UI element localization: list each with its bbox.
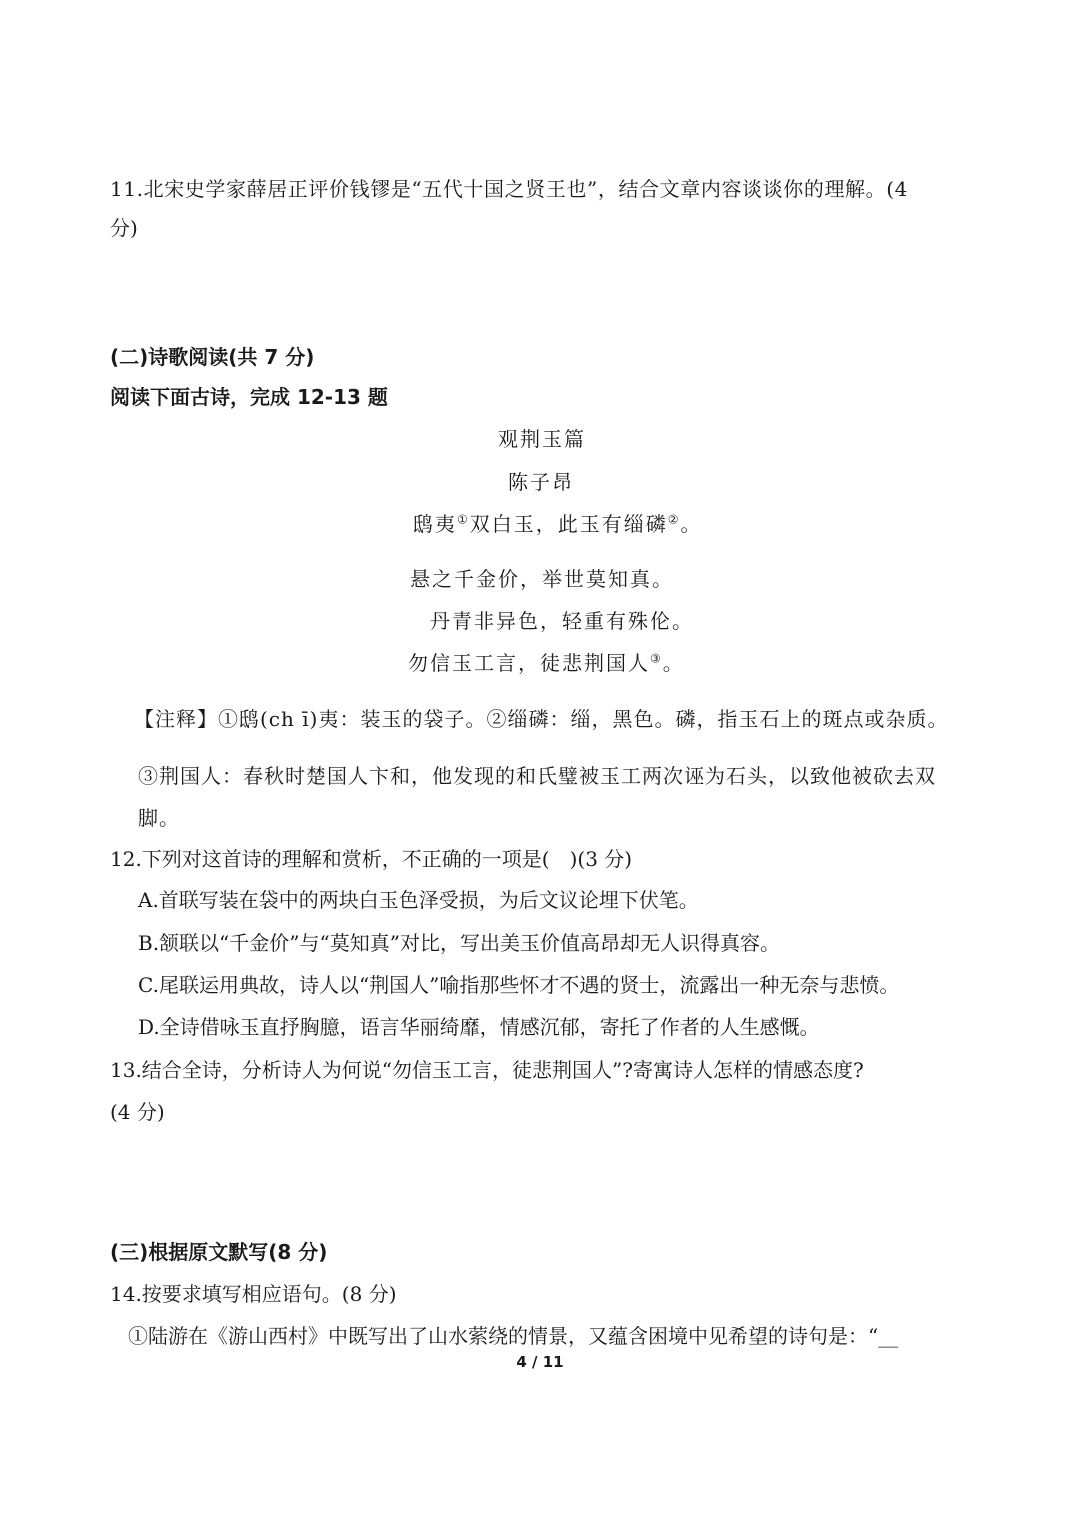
section-2-title: (二)诗歌阅读(共 7 分) — [110, 345, 315, 369]
poem-line-1-part-c: 。 — [680, 512, 703, 536]
question-11-line-2: 分) — [110, 216, 138, 240]
page-number: 4 / 11 — [516, 1353, 564, 1371]
poem-line-1-part-a: 鸱夷 — [413, 512, 457, 536]
annotation-line-3: 脚。 — [138, 806, 180, 830]
footnote-marker-1: ① — [457, 512, 470, 527]
question-12-option-c: C.尾联运用典故，诗人以“荆国人”喻指那些怀才不遇的贤士，流露出一种无奈与悲愤。 — [138, 973, 900, 997]
footnote-marker-2: ② — [667, 512, 681, 527]
poem-line-2: 悬之千金价，举世莫知真。 — [410, 567, 674, 591]
question-11-line-1: 11.北宋史学家薛居正评价钱镠是“五代十国之贤王也”，结合文章内容谈谈你的理解。(4 — [110, 177, 908, 201]
poem-line-4-part-a: 勿信玉工言，徒悲荆国人 — [408, 651, 650, 675]
question-12-option-a: A.首联写装在袋中的两块白玉色泽受损，为后文议论埋下伏笔。 — [138, 888, 699, 912]
question-14-item-1: ①陆游在《游山西村》中既写出了山水萦绕的情景，又蕴含困境中见希望的诗句是：“__ — [128, 1324, 899, 1348]
poem-line-1 — [413, 510, 703, 538]
poem-title: 观荆玉篇 — [498, 427, 586, 451]
poem-line-4-part-b: 。 — [662, 651, 685, 675]
question-12-option-d: D.全诗借咏玉直抒胸臆，语言华丽绮靡，情感沉郁，寄托了作者的人生感慨。 — [138, 1015, 820, 1039]
question-14-stem: 14.按要求填写相应语句。(8 分) — [110, 1282, 397, 1306]
question-13-line-1: 13.结合全诗，分析诗人为何说“勿信玉工言，徒悲荆国人”?寄寓诗人怎样的情感态度? — [110, 1058, 864, 1082]
question-13-line-2: (4 分) — [110, 1100, 165, 1124]
question-12-option-b: B.颔联以“千金价”与“莫知真”对比，写出美玉价值高昂却无人识得真容。 — [138, 931, 780, 955]
section-2-instruction: 阅读下面古诗，完成 12-13 题 — [110, 385, 388, 409]
poem-author: 陈子昂 — [508, 470, 574, 494]
annotation-line-1: 【注释】①鸱(ch ī)夷：装玉的袋子。②缁磷：缁，黑色。磷，指玉石上的斑点或杂质。 — [134, 707, 949, 731]
poem-line-1-part-b: 双白玉，此玉有缁磷 — [469, 512, 668, 536]
poem-line-3: 丹青非异色，轻重有殊伦。 — [430, 609, 694, 633]
section-3-title: (三)根据原文默写(8 分) — [110, 1240, 328, 1264]
poem-line-4 — [408, 649, 685, 677]
footnote-marker-3: ③ — [650, 651, 663, 666]
annotation-line-2: ③荆国人：春秋时楚国人卞和，他发现的和氏璧被玉工两次诬为石头，以致他被砍去双 — [138, 764, 936, 788]
question-12-stem: 12.下列对这首诗的理解和赏析，不正确的一项是( )(3 分) — [110, 847, 633, 871]
